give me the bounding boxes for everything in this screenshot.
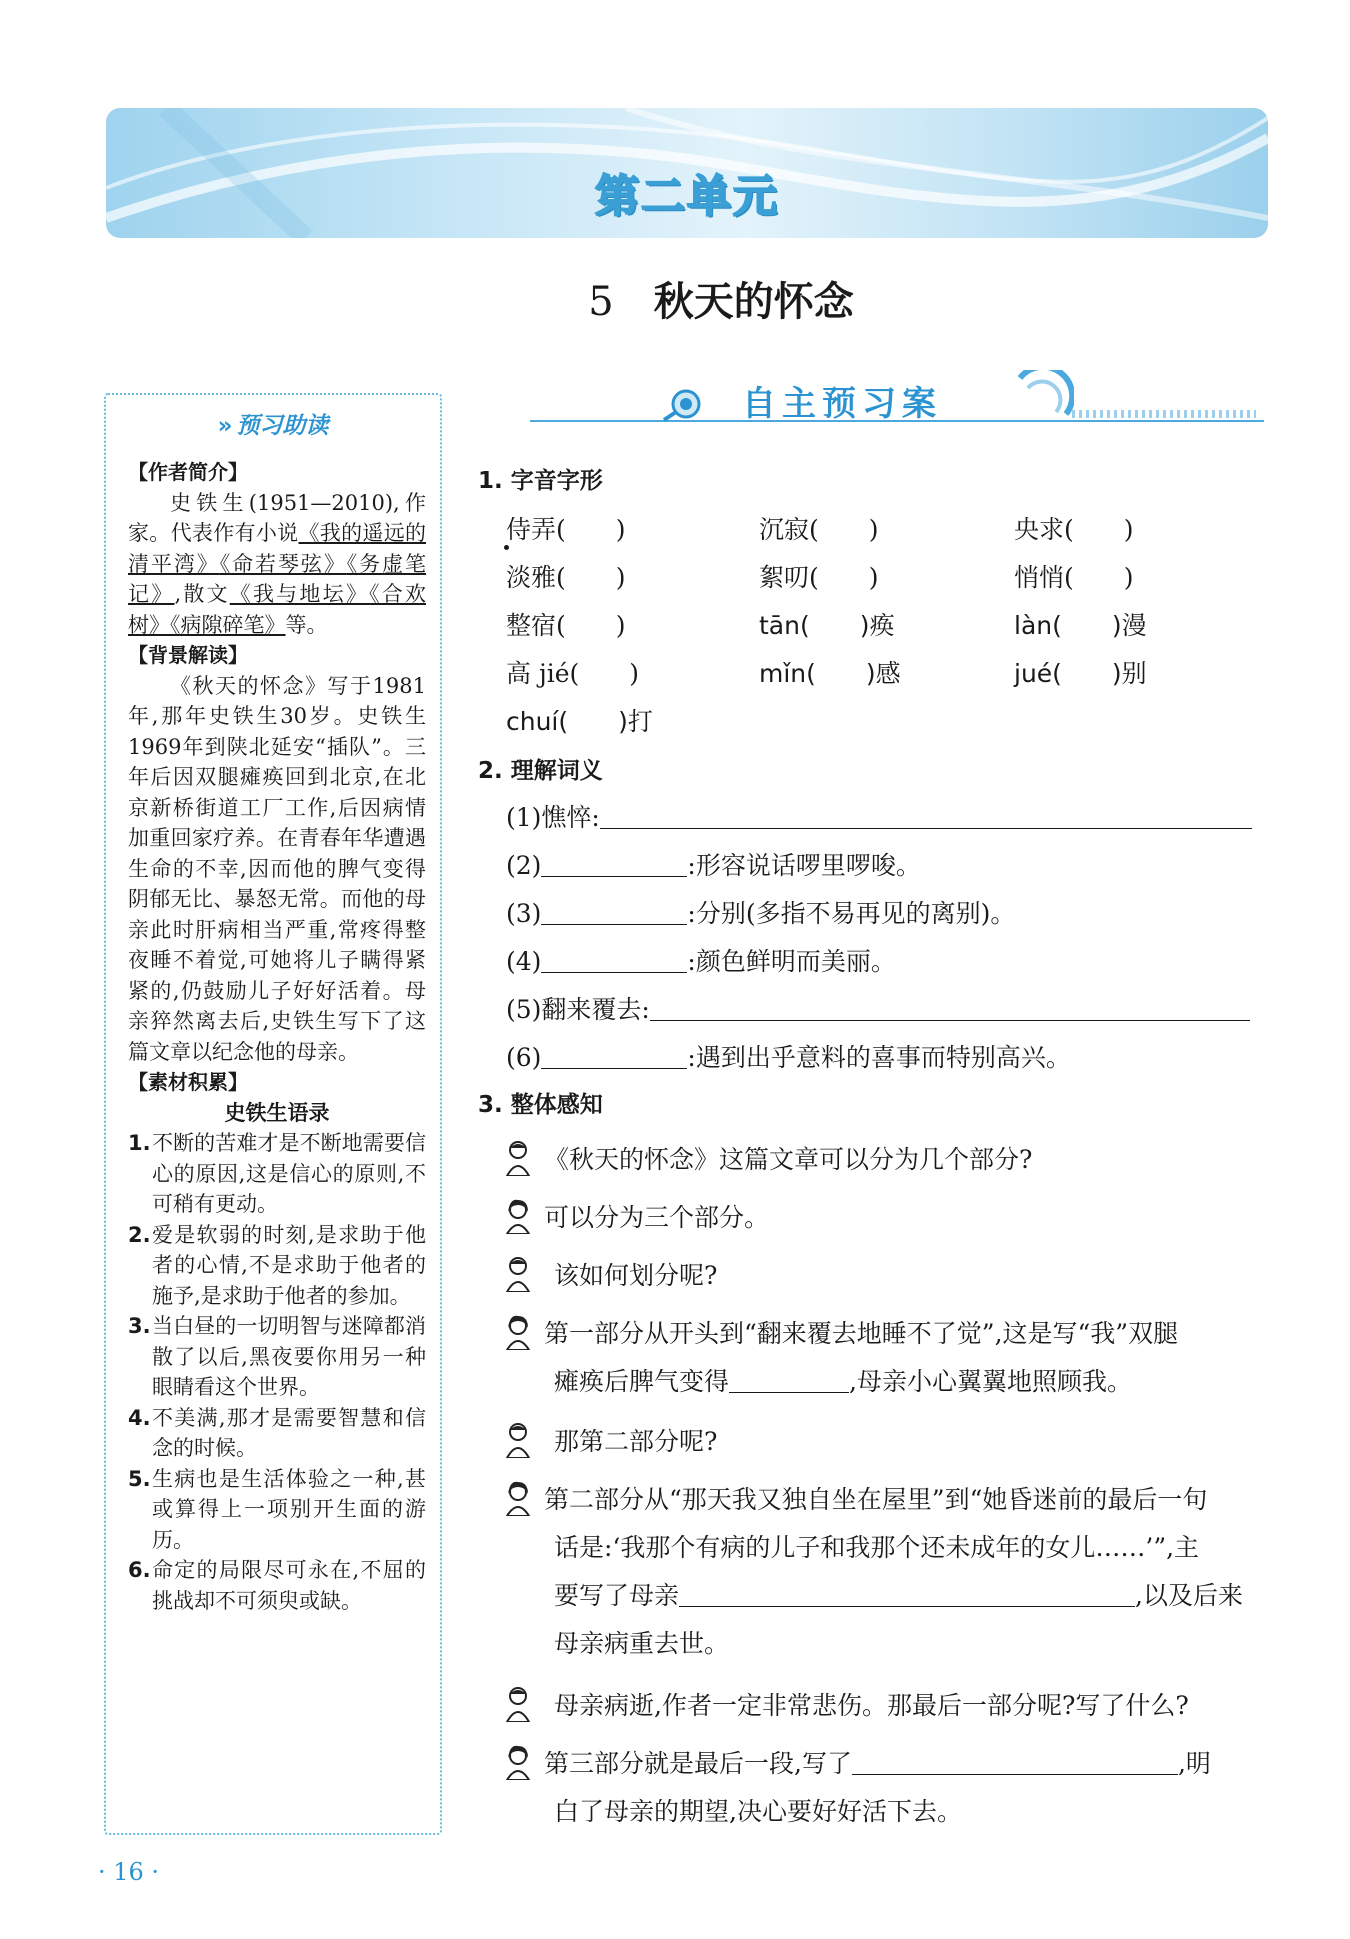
dialog-text: 白了母亲的期望,决心要好好活下去。 [554,1797,962,1826]
char-item [506,558,626,594]
quote-item [128,1128,426,1220]
answer-blank[interactable] [541,852,687,877]
lesson-number: 5 [588,279,614,325]
char-item-text: 悄悄( ) [1014,563,1134,592]
vocab-prefix: (5)翻来覆去: [506,995,650,1024]
answer-blank[interactable] [679,1582,1135,1607]
girl-avatar-icon [504,1480,532,1516]
quote-number: 5. [128,1466,151,1491]
answer-blank[interactable] [650,996,1250,1021]
vocab-definition: :形容说话啰里啰唆。 [687,851,921,880]
lesson-name: 秋天的怀念 [653,278,854,325]
author-text-3: 等。 [285,612,328,637]
answer-blank[interactable] [600,804,1252,829]
girl-avatar-icon [504,1744,532,1780]
page-number: · 16 · [98,1858,160,1886]
vocab-prefix: (1)憔悴: [506,803,600,832]
dialog-text: 瘫痪后脾气变得 [554,1367,730,1396]
sidebar-heading-text: 预习助读 [236,413,329,439]
boy-avatar-icon [504,1140,532,1176]
arc-decoration-icon [1014,370,1074,424]
dialog-text: 第二部分从“那天我又独自坐在屋里”到“她昏迷前的最后一句 [544,1485,1208,1514]
dialog-text: 《秋天的怀念》这篇文章可以分为几个部分? [544,1145,1033,1174]
char-item [506,606,626,642]
quote-number: 2. [128,1222,151,1247]
dialog-text: 母亲病重去世。 [554,1629,730,1658]
pinyin-item-text: 高 jié( ) [506,659,639,688]
work-title: 《病隙碎笔》 [170,612,286,637]
question-1-heading: 1. 字音字形 [478,468,603,494]
dialog-text: 第一部分从开头到“翻来覆去地睡不了觉”,这是写“我”双腿 [544,1319,1179,1348]
vocab-item [506,798,1252,834]
answer-blank[interactable] [541,1044,687,1069]
quote-text: 命定的局限尽可永在,不屈的挑战却不可须臾或缺。 [152,1558,426,1613]
dialog-text: 该如何划分呢? [554,1261,718,1290]
vocab-prefix: (3) [506,899,542,928]
char-item-text: 絮叨( ) [759,563,879,592]
lesson-title [0,270,1350,327]
dialog-text: 母亲病逝,作者一定非常悲伤。那最后一部分呢?写了什么? [554,1691,1189,1720]
pinyin-item-text: làn( )漫 [1014,611,1147,640]
sidebar-body [128,457,426,1616]
author-text-1: 史铁生(1951—2010),作家。代表作有小说 [128,490,426,545]
answer-blank[interactable] [541,948,687,973]
work-title: 《合欢树》 [128,582,427,637]
quote-text: 生病也是生活体验之一种,甚或算得上一项别开生面的游历。 [152,1466,426,1552]
work-title: 《务虚笔记》 [128,551,427,606]
quote-item [128,1403,426,1464]
char-item-text: 沉寂( ) [759,515,879,544]
quote-item [128,1220,426,1312]
quote-item [128,1555,426,1616]
work-title: 《我与地坛》 [229,582,370,606]
char-item [1014,558,1134,594]
dialog-text-cont [554,1362,1132,1398]
boy-avatar-icon [504,1256,532,1292]
char-item-text: 侍弄( ) [506,515,626,544]
vocab-item [506,846,921,882]
unit-title: 第二单元 [595,171,779,222]
double-chevron-icon: » [217,413,233,439]
dialog-text: 第三部分就是最后一段,写了 [544,1749,852,1778]
girl-avatar-icon [504,1314,532,1350]
answer-blank[interactable] [729,1368,849,1393]
pinyin-item-text: mǐn( )感 [759,659,901,688]
answer-blank[interactable] [541,900,687,925]
question-2-heading: 2. 理解词义 [478,758,603,784]
vocab-prefix: (2) [506,851,542,880]
dialog-text-cont [544,1744,1211,1780]
dialog-text: ,以及后来 [1135,1581,1243,1610]
dialog-text: 话是:‘我那个有病的儿子和我那个还未成年的女儿……’”,主 [554,1533,1200,1562]
vocab-prefix: (6) [506,1043,542,1072]
unit-banner [106,108,1268,238]
char-item-text: 整宿( ) [506,611,626,640]
pinyin-item [759,606,894,642]
vocab-definition: :遇到出乎意料的喜事而特别高兴。 [687,1043,1071,1072]
char-item [506,510,626,546]
char-item [759,558,879,594]
vocab-item [506,894,1015,930]
quotes-heading: 史铁生语录 [224,1100,330,1125]
quote-number: 6. [128,1558,151,1582]
quote-number: 4. [128,1405,151,1430]
vocab-prefix: (4) [506,947,542,976]
author-heading: 【作者简介】 [128,460,248,484]
author-text-2: ,散文 [174,582,230,606]
vocab-definition: :分别(多指不易再见的离别)。 [687,899,1016,928]
question-3-heading: 3. 整体感知 [478,1092,603,1118]
preview-sidebar [104,393,442,1835]
answer-blank[interactable] [852,1750,1178,1775]
quote-text: 不断的苦难才是不断地需要信心的原因,这是信心的原则,不可稍有更动。 [152,1131,426,1216]
self-study-header [484,370,1264,430]
work-title: 《命若琴弦》 [219,551,347,576]
dotted-decoration [1072,410,1256,418]
sidebar-heading [106,407,440,440]
work-title: 《我的遥远的清平湾》 [128,521,427,576]
dialog-text: ,明 [1177,1749,1211,1778]
boy-avatar-icon [504,1686,532,1722]
magnifier-icon [662,384,712,424]
pinyin-item-text: tān( )痪 [759,611,895,640]
self-study-title: 自主预习案 [742,384,942,424]
material-heading: 【素材积累】 [128,1070,248,1094]
quote-number: 1. [128,1131,151,1155]
quote-text: 当白昼的一切明智与迷障都消散了以后,黑夜要你用另一种眼睛看这个世界。 [152,1314,426,1399]
vocab-item [506,942,896,978]
pinyin-item [1014,606,1147,642]
quote-item [128,1311,426,1403]
quote-item [128,1464,426,1556]
quote-text: 爱是软弱的时刻,是求助于他者的心情,不是求助于他者的施予,是求助于他者的参加。 [152,1222,426,1308]
girl-avatar-icon [504,1198,532,1234]
pinyin-item [506,654,639,690]
char-item-text: 央求( ) [1014,515,1134,544]
author-paragraph [128,488,426,641]
background-paragraph: 《秋天的怀念》写于1981年,那年史铁生30岁。史铁生1969年到陕北延安“插队”。三年后因双腿瘫痪回到北京,在北京新桥街道工厂工作,后因病情加重回家疗养。在青春年华遭遇生命的不幸,因而他的脾气变得阴郁无比、暴怒无常。而他的母亲此时肝病相当严重,常疼得整夜睡不着觉,可她将儿子瞒得紧紧的,仍鼓励儿子好好活着。母亲猝然离去后,史铁生写下了这篇文章以纪念他的母亲。 [128,673,426,1064]
pinyin-item-text: chuí( )打 [506,707,653,736]
dialog-text: 可以分为三个部分。 [544,1203,770,1232]
dialog-text: 那第二部分呢? [554,1427,718,1456]
dialog-text: ,母亲小心翼翼地照顾我。 [849,1367,1132,1396]
pinyin-item [1014,654,1147,690]
pinyin-item [759,654,901,690]
pinyin-item-text: jué( )别 [1014,659,1147,688]
char-item [1014,510,1134,546]
vocab-item [506,1038,1071,1074]
background-heading: 【背景解读】 [128,643,248,667]
dialog-text-cont [554,1576,1243,1612]
char-item-text: 淡雅( ) [506,563,626,592]
vocab-item [506,990,1250,1026]
boy-avatar-icon [504,1422,532,1458]
quote-text: 不美满,那才是需要智慧和信念的时候。 [152,1405,426,1460]
pinyin-item [506,702,653,738]
quote-number: 3. [128,1314,151,1338]
dialog-text: 要写了母亲 [554,1581,680,1610]
vocab-definition: :颜色鲜明而美丽。 [687,947,896,976]
char-item [759,510,879,546]
